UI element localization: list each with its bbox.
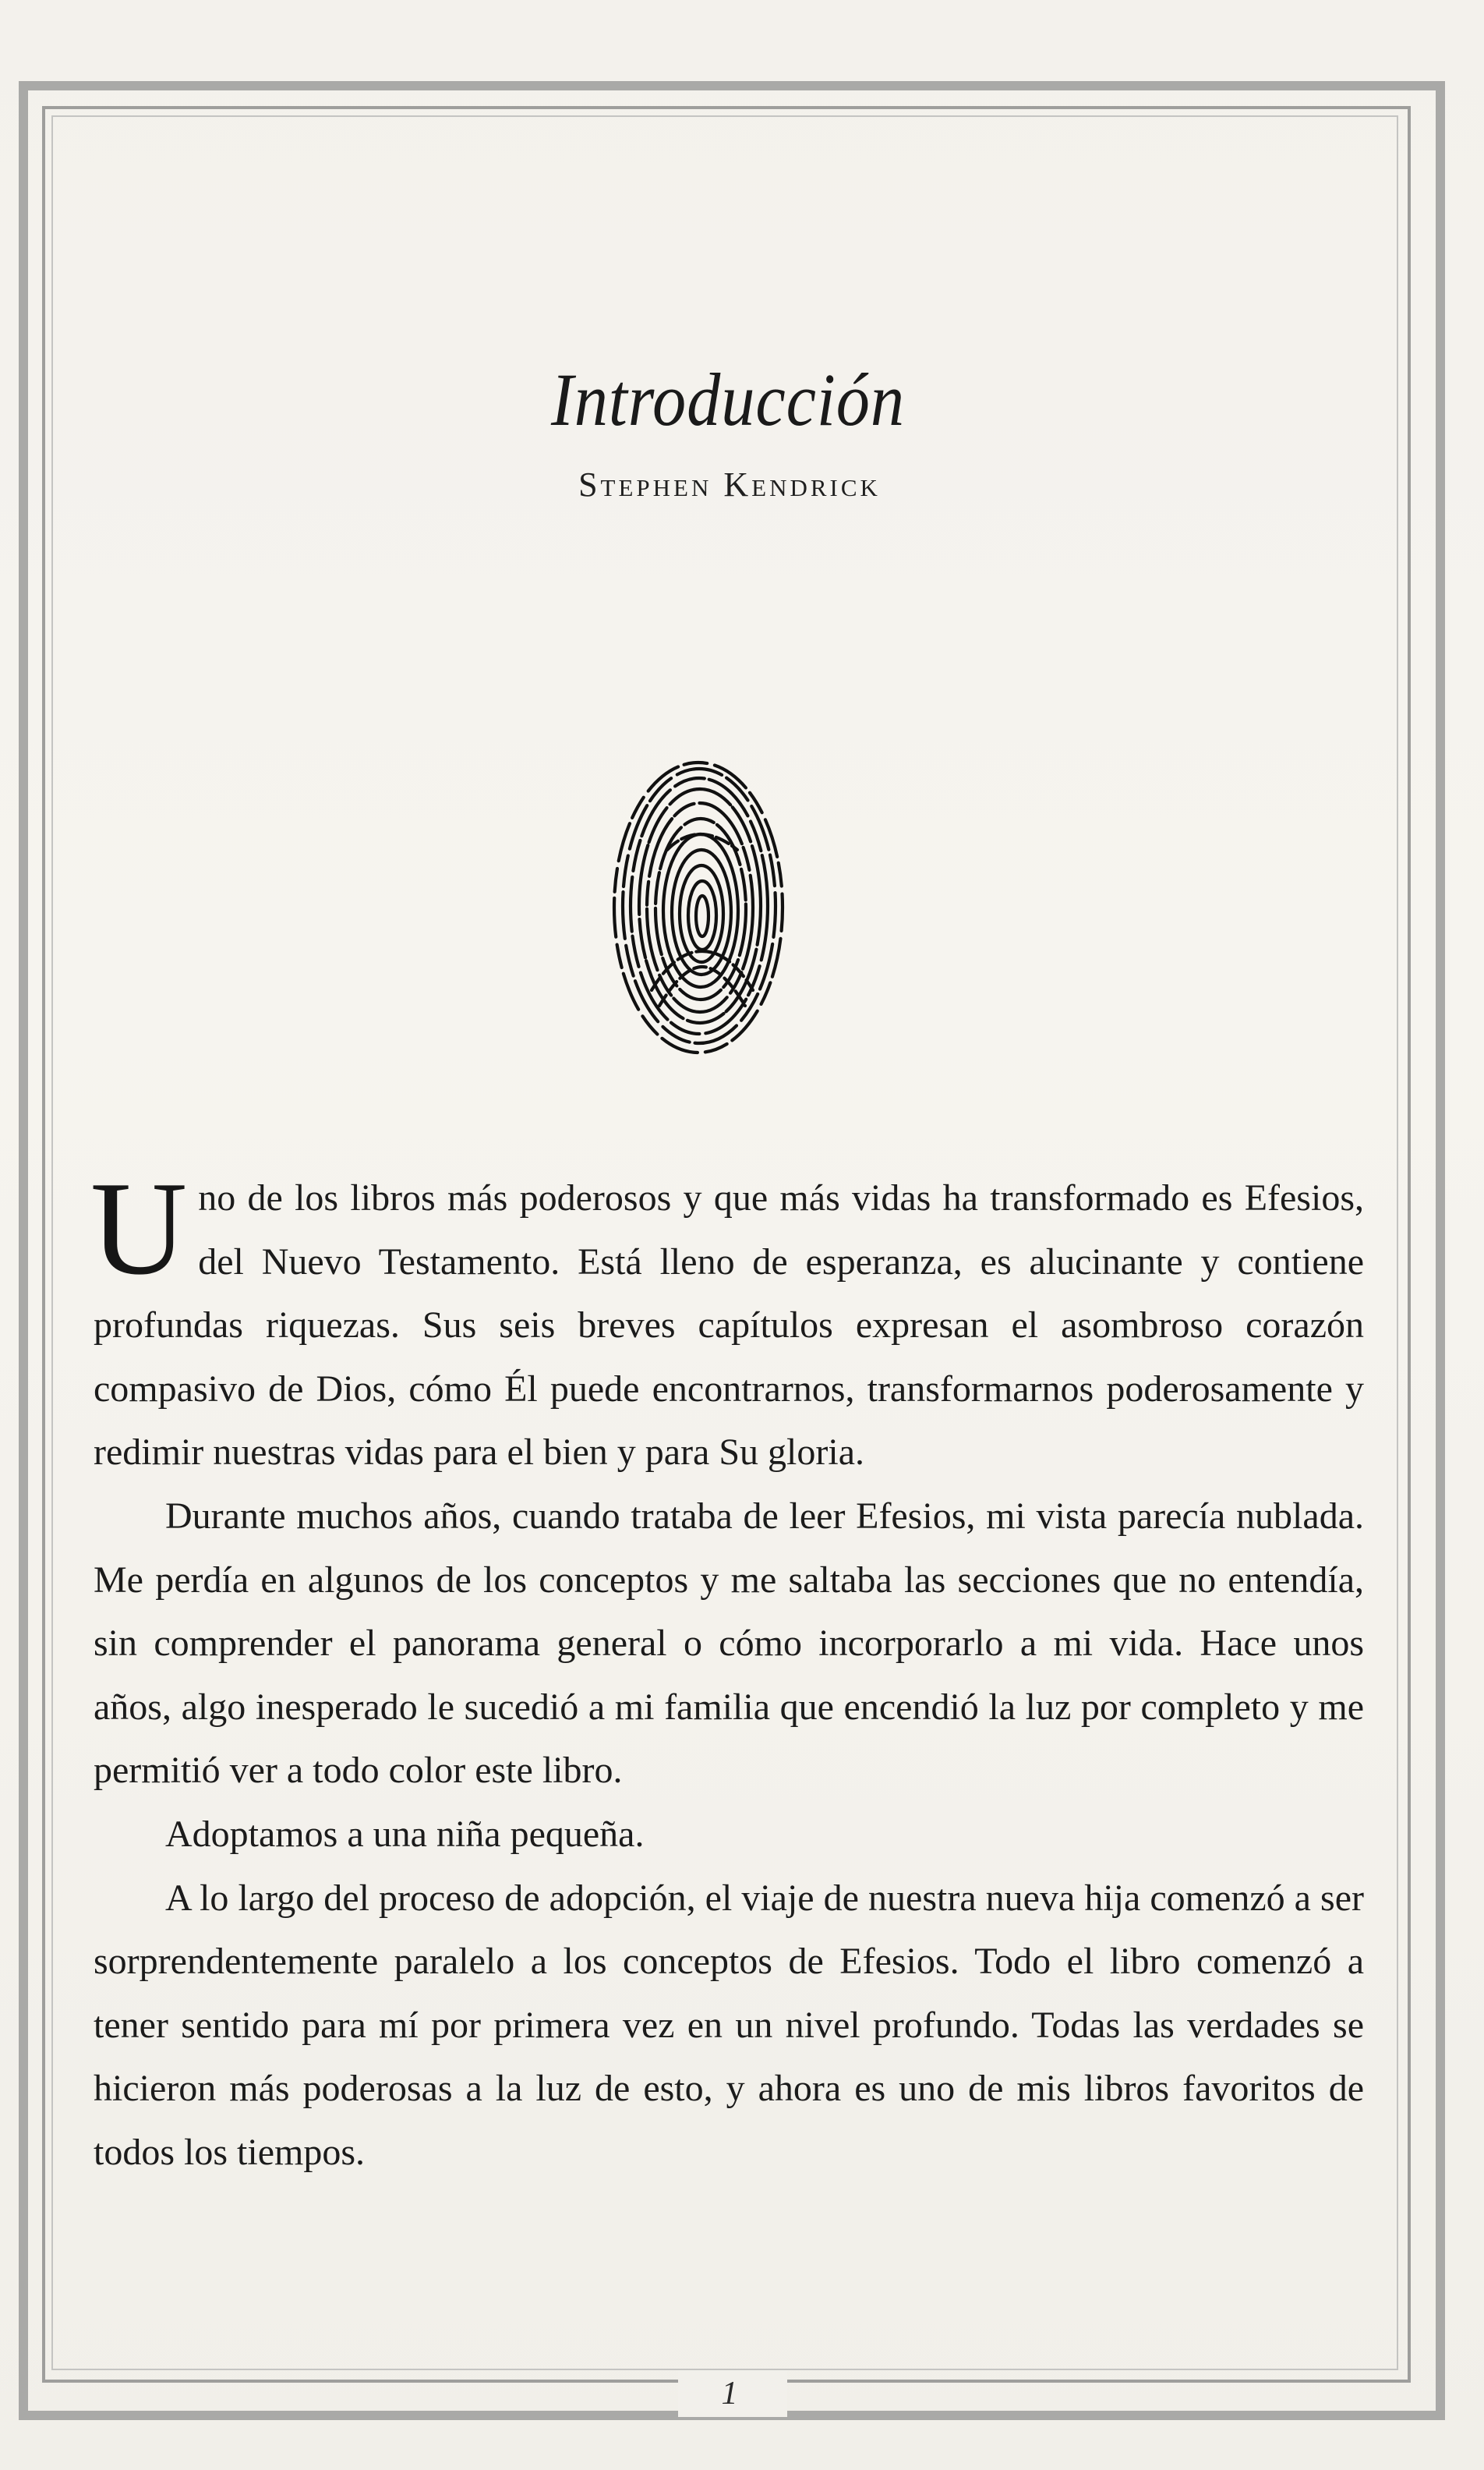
paragraph-4: A lo largo del proceso de adopción, el viaje de nuestra nueva hija comenzó a ser sorprendentemente paralelo a los conceptos de Efesios. Todo el libro comenzó a tener sentido para mí por primera vez en un nivel profundo. Todas las verdades se hicieron más poderosas a la luz de esto, y ahora es uno de mis libros favoritos de todos los tiempos. [94,1877,1364,2173]
chapter-body [90,1155,1364,2185]
paragraph-2: Durante muchos años, cuando trataba de leer Efesios, mi vista parecía nublada. Me perdía en algunos de los conceptos y me saltaba las secciones que no entendía, sin comprender el panorama general o cómo incorporarlo a mi vida. Hace unos años, algo inesperado le sucedió a mi familia que encendió la luz por completo y me permitió ver a todo color este libro. [94,1495,1364,1792]
paragraph-1-text: no de los libros más poderosos y que más vidas ha transformado es Efesios, del Nuevo Testamento. Está lleno de esperanza, es alucinante y contiene profundas riquezas. Sus seis breves capítulos expresan el asombroso corazón compasivo de Dios, cómo Él puede encontrarnos, transformarnos poderosamente y redimir nuestras vidas para el bien y para Su gloria. [94,1177,1364,1474]
page-number: 1 [721,2376,738,2412]
drop-cap: U [90,1155,188,1303]
chapter-title: Introducción [551,358,905,441]
chapter-author: Stephen Kendrick [578,465,881,504]
paragraph-1 [90,1155,1364,1484]
paragraph-3: Adoptamos a una niña pequeña. [165,1813,645,1855]
fingerprint-icon [605,756,800,1068]
